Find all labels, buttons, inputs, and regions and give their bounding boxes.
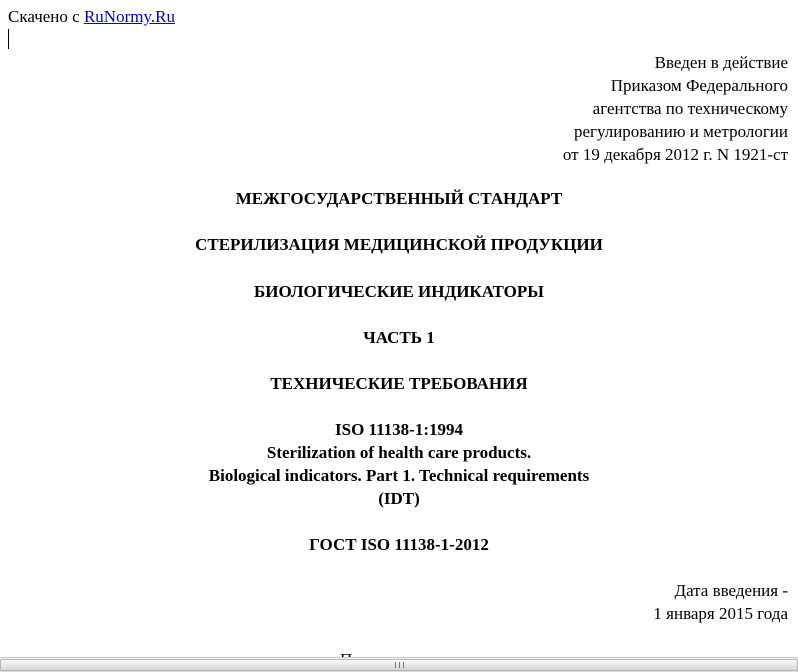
source-line — [8, 5, 175, 28]
title-main-text: СТЕРИЛИЗАЦИЯ МЕДИЦИНСКОЙ ПРОДУКЦИИ — [195, 235, 603, 254]
text-caret — [8, 29, 9, 49]
horizontal-scrollbar[interactable] — [0, 657, 798, 672]
intro-date-value: 1 января 2015 года — [653, 604, 788, 623]
approval-line: регулированию и метрологии — [573, 122, 788, 141]
scrollbar-thumb[interactable] — [0, 659, 798, 671]
part-title-heading — [0, 372, 798, 395]
gost-heading — [0, 533, 798, 556]
intro-date-block — [653, 579, 788, 625]
part-title-text: ТЕХНИЧЕСКИЕ ТРЕБОВАНИЯ — [270, 374, 528, 393]
approval-line: от 19 декабря 2012 г. N 1921-ст — [562, 145, 788, 164]
standard-type-heading — [0, 187, 798, 210]
iso-title-line: Sterilization of health care products. — [266, 443, 532, 462]
title-sub-heading — [0, 280, 798, 303]
approval-block — [563, 51, 788, 166]
runormy-link[interactable]: RuNormy.Ru — [83, 7, 175, 26]
approval-line: Приказом Федерального — [610, 76, 788, 95]
intro-date-label: Дата введения - — [674, 581, 788, 600]
part-text: ЧАСТЬ 1 — [363, 328, 435, 347]
iso-block — [0, 418, 798, 510]
iso-idt: (IDT) — [378, 489, 420, 508]
iso-number: ISO 11138-1:1994 — [335, 420, 463, 439]
grip-icon — [395, 662, 404, 668]
iso-title-line: Biological indicators. Part 1. Technical requirements — [208, 466, 590, 485]
source-prefix: Скачено с — [8, 7, 80, 26]
gost-number: ГОСТ ISO 11138-1-2012 — [309, 535, 489, 554]
part-heading — [0, 326, 798, 349]
approval-line: агентства по техническому — [592, 99, 788, 118]
title-sub-text: БИОЛОГИЧЕСКИЕ ИНДИКАТОРЫ — [254, 282, 544, 301]
approval-line: Введен в действие — [654, 53, 788, 72]
standard-type-text: МЕЖГОСУДАРСТВЕННЫЙ СТАНДАРТ — [235, 189, 563, 208]
title-main-heading — [0, 233, 798, 256]
